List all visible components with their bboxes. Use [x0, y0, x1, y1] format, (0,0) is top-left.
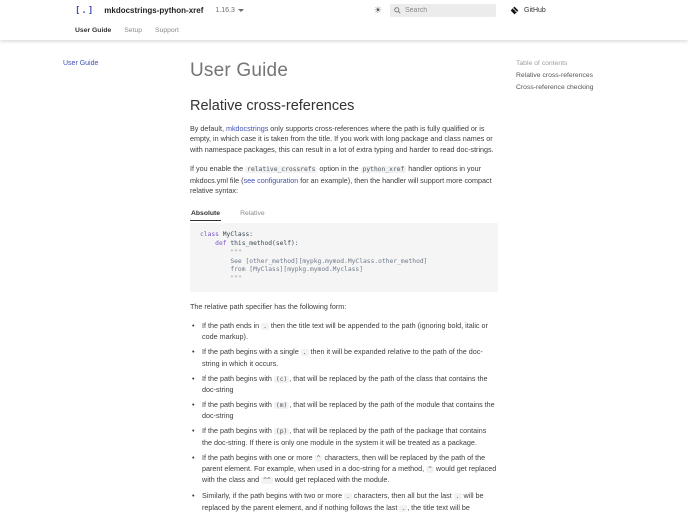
main-content: [174, 60, 510, 512]
paragraph-specifier-form: The relative path specifier has the following form:: [190, 301, 347, 311]
section-title: Relative cross-references: [190, 98, 355, 114]
tab-user-guide[interactable]: User Guide: [75, 27, 112, 34]
paragraph-enable-option: If you enable the relative_crossrefs option in the python_xref handler options in your mkdocs.yml file (see configuration for an example), then the handler will support more compact relative syntax:: [190, 164, 492, 196]
page-title: User Guide: [190, 60, 289, 81]
list-item: • If the path begins with (p) , that will be replaced by the path of the package that contains the doc-string. If there is only one module in the system it will be treated as a package.: [190, 426, 498, 448]
toc-item-relative-cross-references[interactable]: Relative cross-references: [516, 72, 594, 79]
inline-code: .: [455, 493, 460, 501]
tab-absolute[interactable]: Absolute: [190, 207, 221, 221]
table-of-contents: [510, 60, 626, 512]
inline-code: .: [346, 493, 350, 501]
inline-code: ^^: [263, 477, 271, 485]
list-item: • If the path begins with (m) , that will be replaced by the path of the module that contains the doc-string: [190, 400, 498, 422]
inline-code: .: [302, 349, 307, 357]
see-configuration-link[interactable]: see configuration: [243, 175, 299, 185]
inline-code: relative_crossrefs: [247, 166, 316, 174]
search-box[interactable]: [390, 4, 496, 17]
inline-code: (m): [275, 402, 288, 409]
site-logo[interactable]: [.]: [75, 5, 95, 16]
list-item: • If the path ends in . then the title text will be appended to the path (ignoring bold, italic or code markup).: [190, 321, 498, 343]
example-tabs: [190, 207, 498, 221]
inline-code: .: [401, 504, 406, 512]
specifier-rules-list: [190, 321, 498, 512]
search-icon: [394, 7, 401, 14]
theme-toggle-sun-icon[interactable]: ☀: [373, 5, 382, 15]
nav-tabs: [62, 21, 626, 40]
left-sidebar: [62, 60, 174, 512]
inline-code: ^: [428, 466, 432, 474]
inline-code: .: [263, 323, 267, 331]
site-title[interactable]: mkdocstrings-python-xref: [104, 6, 204, 15]
version-label: 1.16.3: [215, 7, 235, 14]
list-item: • If the path begins with a single . then it will be expanded relative to the path of the doc-string in which it occurs.: [190, 347, 498, 369]
github-repo-link[interactable]: [510, 6, 622, 15]
toc-item-cross-reference-checking[interactable]: Cross-reference checking: [516, 83, 594, 91]
github-label: GitHub: [524, 7, 546, 14]
version-selector[interactable]: [215, 7, 243, 14]
list-item: • If the path begins with one or more ^ characters, then will be replaced by the path of the parent element. For example, when used in a doc-string for a method, ^ would get replaced with the class and ^^ would get replaced with the module.: [190, 453, 498, 487]
tab-support[interactable]: Support: [155, 27, 179, 34]
github-icon: [510, 6, 519, 15]
inline-code: ^: [316, 454, 321, 462]
toc-title: Table of contents: [516, 60, 568, 67]
mkdocstrings-link[interactable]: mkdocstrings: [225, 124, 269, 133]
tab-setup[interactable]: Setup: [124, 27, 143, 34]
app-header: [0, 0, 688, 40]
tab-relative[interactable]: Relative: [240, 210, 265, 218]
inline-code: (p): [275, 428, 288, 436]
code-block: class MyClass: def this_method(self): """ See [other_method][mypkg.mymod.MyClass.other_method] from [MyClass][mypkg.mymod.Myclass] """: [190, 223, 498, 291]
list-item: • Similarly, if the path begins with two or more . characters, then all but the last . will be replaced by the parent element, and if nothing follows the last . , the title text will be: [190, 491, 498, 512]
chevron-down-icon: [238, 9, 244, 12]
search-input[interactable]: [405, 7, 492, 14]
inline-code: python_xref: [362, 166, 405, 174]
sidebar-item-user-guide[interactable]: User Guide: [63, 60, 99, 67]
inline-code: (c): [275, 375, 288, 383]
paragraph-intro: By default, mkdocstrings only supports cross-references where the path is fully qualified or is empty, in which case it is taken from the title. If you work with long package and class names or with namespace packages, this can result in a lot of extra typing and harder to read doc-strings.: [190, 124, 494, 154]
code-example: [190, 207, 498, 291]
list-item: • If the path begins with (c) , that will be replaced by the path of the class that contains the doc-string: [190, 374, 498, 396]
